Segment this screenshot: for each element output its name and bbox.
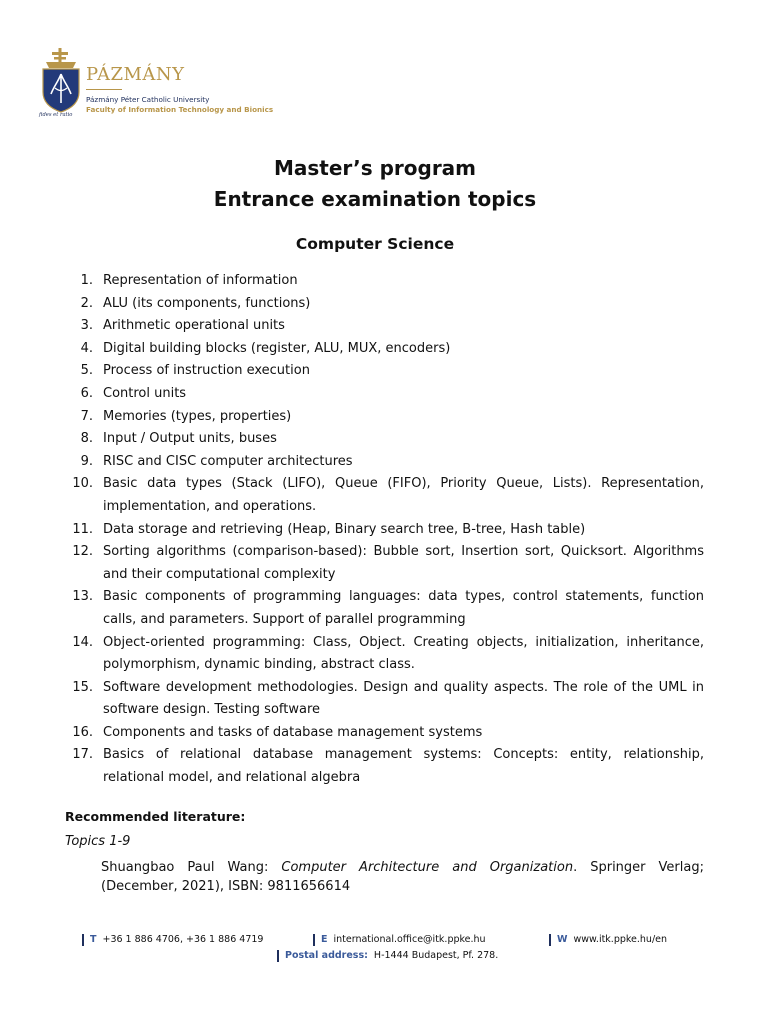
item-number: 5.: [80, 363, 93, 379]
item-text: Basics of relational database management systems: Concepts: entity, relationship, relational model, and relational algebra: [103, 747, 704, 786]
page-title-line1: Master’s program: [273, 156, 477, 180]
item-text: Object-oriented programming: Class, Object. Creating objects, initialization, inheritance, polymorphism, dynamic binding, abstract class.: [103, 634, 704, 673]
page-title-line2: Entrance examination topics: [213, 187, 537, 211]
item-number: 12.: [72, 544, 93, 560]
list-item: [63, 293, 704, 316]
item-number: 2.: [80, 295, 93, 311]
topics-list: [63, 270, 704, 790]
item-text: Sorting algorithms (comparison-based): Bubble sort, Insertion sort, Quicksort. Algorithms and their computational complexity: [103, 544, 704, 582]
phone-label: T: [90, 934, 97, 945]
list-item: [63, 406, 704, 429]
item-number: 3.: [80, 318, 93, 334]
item-number: 14.: [72, 634, 93, 650]
item-number: 9.: [80, 453, 93, 469]
item-number: 17.: [72, 747, 93, 763]
literature-publisher: . Springer Verlag; (December, 2021), ISBN: 9811656614: [101, 860, 704, 894]
literature-topics-label: Topics 1-9: [65, 834, 131, 849]
faculty-name: Faculty of Information Technology and Bionics: [86, 105, 274, 114]
item-text: Basic components of programming languages: data types, control statements, function calls, and parameters. Support of parallel programming: [103, 589, 704, 627]
item-text: Software development methodologies. Design and quality aspects. The role of the UML in software design. Testing software: [103, 679, 704, 718]
item-number: 6.: [80, 385, 93, 401]
item-number: 10.: [72, 476, 93, 492]
list-item: [63, 315, 704, 338]
motto: fides et ratio: [39, 112, 73, 118]
list-item: [63, 519, 704, 542]
list-item: [63, 722, 704, 745]
brand-name: PÁZMÁNY: [86, 64, 185, 85]
item-text: RISC and CISC computer architectures: [103, 453, 353, 469]
item-text: Control units: [103, 385, 187, 401]
list-item: [63, 541, 704, 586]
item-text: Arithmetic operational units: [103, 318, 285, 334]
list-item: [63, 383, 704, 406]
item-text: Representation of information: [103, 273, 298, 288]
web-label: W: [557, 934, 568, 945]
item-number: 1.: [80, 273, 93, 288]
item-text: Process of instruction execution: [103, 363, 310, 379]
item-number: 16.: [72, 724, 93, 740]
list-item: [63, 473, 704, 518]
item-text: Memories (types, properties): [103, 408, 292, 424]
list-item: [63, 270, 704, 293]
web-link[interactable]: www.itk.ppke.hu/en: [573, 934, 668, 945]
literature-heading: Recommended literature:: [65, 809, 246, 824]
university-name: Pázmány Péter Catholic University: [86, 95, 210, 104]
item-number: 15.: [72, 679, 93, 695]
item-text: Basic data types (Stack (LIFO), Queue (FIFO), Priority Queue, Lists). Representation, implementation, and operations.: [103, 476, 704, 514]
literature-author: Shuangbao Paul Wang:: [101, 860, 282, 875]
list-item: [63, 677, 704, 722]
list-item: [63, 428, 704, 451]
list-item: [63, 632, 704, 677]
literature-entry: [101, 859, 704, 896]
list-item: [63, 586, 704, 631]
page-subtitle: Computer Science: [295, 235, 455, 253]
item-number: 4.: [80, 340, 93, 356]
list-item: [63, 360, 704, 383]
postal-label: Postal address:: [285, 950, 368, 961]
postal-address: H-1444 Budapest, Pf. 278.: [373, 950, 499, 961]
footer-postal: [277, 950, 498, 962]
item-number: 13.: [72, 589, 93, 605]
item-text: ALU (its components, functions): [103, 295, 311, 311]
footer-phone: [82, 934, 263, 946]
list-item: [63, 338, 704, 361]
phone-numbers: +36 1 886 4706, +36 1 886 4719: [102, 934, 264, 945]
item-text: Data storage and retrieving (Heap, Binary search tree, B-tree, Hash table): [103, 521, 586, 537]
item-text: Input / Output units, buses: [103, 431, 277, 447]
brand-divider: [86, 89, 122, 90]
literature-book-title: Computer Architecture and Organization: [281, 860, 574, 875]
email-address[interactable]: international.office@itk.ppke.hu: [333, 934, 486, 945]
email-label: E: [321, 934, 328, 945]
item-number: 8.: [80, 431, 93, 447]
coat-of-arms-icon: [38, 48, 84, 114]
item-number: 11.: [72, 521, 93, 537]
university-logo: [38, 48, 274, 122]
footer-email[interactable]: [313, 934, 486, 946]
item-number: 7.: [80, 408, 93, 424]
item-text: Digital building blocks (register, ALU, MUX, encoders): [103, 340, 451, 356]
list-item: [63, 744, 704, 789]
list-item: [63, 451, 704, 474]
footer-web[interactable]: [549, 934, 667, 946]
item-text: Components and tasks of database management systems: [103, 724, 483, 740]
